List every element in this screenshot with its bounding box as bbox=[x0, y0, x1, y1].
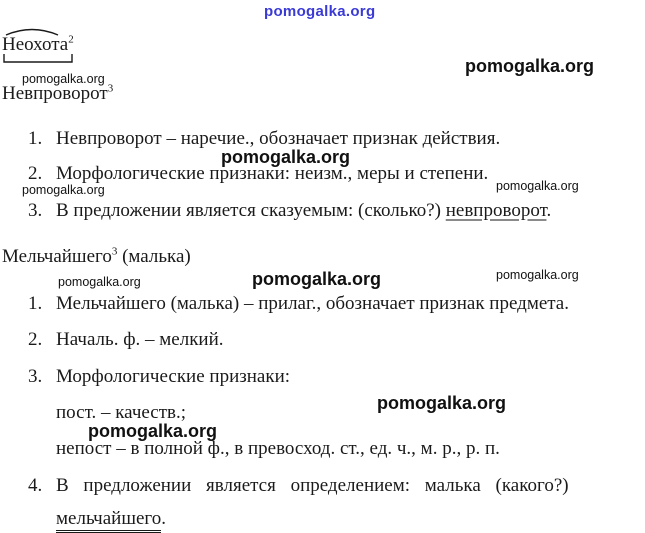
list-end: . bbox=[546, 200, 552, 221]
watermark-bold-5: pomogalka.org bbox=[88, 421, 218, 441]
list-2-item-1 bbox=[28, 293, 569, 315]
list-text: В предложении является определением: малька (какого?) bbox=[56, 475, 569, 496]
watermark-right-1: pomogalka.org bbox=[465, 56, 595, 76]
list-number: 3. bbox=[28, 366, 43, 387]
list-2-item-4-cont bbox=[56, 508, 166, 530]
watermark-small-2: pomogalka.org bbox=[22, 183, 105, 197]
list-2-sub-const: пост. – качеств.; bbox=[56, 402, 187, 423]
list-2-item-2 bbox=[28, 329, 224, 351]
watermark-small-3: pomogalka.org bbox=[496, 179, 579, 193]
word-2-sup: 3 bbox=[107, 82, 114, 95]
list-text: В предложении является сказуемым: (сколько?) bbox=[56, 200, 446, 221]
attribute-underlined: мельчайшего bbox=[56, 508, 161, 533]
word-1-sup: 2 bbox=[68, 33, 74, 46]
list-number: 3. bbox=[28, 200, 43, 221]
list-number: 2. bbox=[28, 163, 43, 184]
watermark-small-5: pomogalka.org bbox=[496, 268, 579, 282]
word-3-sup: 3 bbox=[111, 245, 118, 258]
ending-bracket-icon bbox=[2, 54, 76, 64]
word-heading-3 bbox=[2, 246, 191, 268]
word-3-rest: (малька) bbox=[117, 246, 191, 267]
list-text: Началь. ф. – мелкий. bbox=[56, 329, 224, 350]
list-number: 4. bbox=[28, 475, 43, 496]
list-text: Морфологические признаки: неизм., меры и степени. bbox=[56, 163, 489, 184]
list-2-item-3 bbox=[28, 366, 290, 388]
word-3-text: Мельчайшего bbox=[2, 246, 112, 267]
list-number: 1. bbox=[28, 128, 43, 149]
word-2-text: Невпроворот bbox=[2, 83, 108, 104]
list-1-item-2 bbox=[28, 163, 488, 185]
predicate-underlined: невпроворот bbox=[445, 200, 547, 221]
list-end: . bbox=[161, 508, 166, 529]
list-1-item-3 bbox=[28, 200, 551, 222]
watermark-top: pomogalka.org bbox=[264, 3, 376, 20]
root-arc-icon bbox=[2, 26, 72, 36]
list-text: Морфологические признаки: bbox=[56, 366, 291, 387]
watermark-center-2: pomogalka.org bbox=[252, 269, 382, 289]
watermark-center-3: pomogalka.org bbox=[377, 393, 507, 413]
watermark-small-1: pomogalka.org bbox=[22, 72, 105, 86]
list-text: Невпроворот – наречие., обозначает признак действия. bbox=[56, 128, 501, 149]
list-number: 2. bbox=[28, 329, 43, 350]
watermark-center-1: pomogalka.org bbox=[221, 147, 351, 167]
watermark-small-4: pomogalka.org bbox=[58, 275, 141, 289]
list-2-sub-nonconst: непост – в полной ф., в превосход. ст., ед. ч., м. р., р. п. bbox=[56, 438, 500, 459]
list-text: Мельчайшего (малька) – прилаг., обозначает признак предмета. bbox=[56, 293, 569, 314]
list-1-item-1 bbox=[28, 128, 500, 150]
list-number: 1. bbox=[28, 293, 43, 314]
word-1-text: Неохота bbox=[2, 34, 69, 55]
word-heading-1 bbox=[2, 34, 74, 56]
list-2-item-4 bbox=[28, 475, 569, 497]
word-heading-2 bbox=[2, 83, 113, 105]
